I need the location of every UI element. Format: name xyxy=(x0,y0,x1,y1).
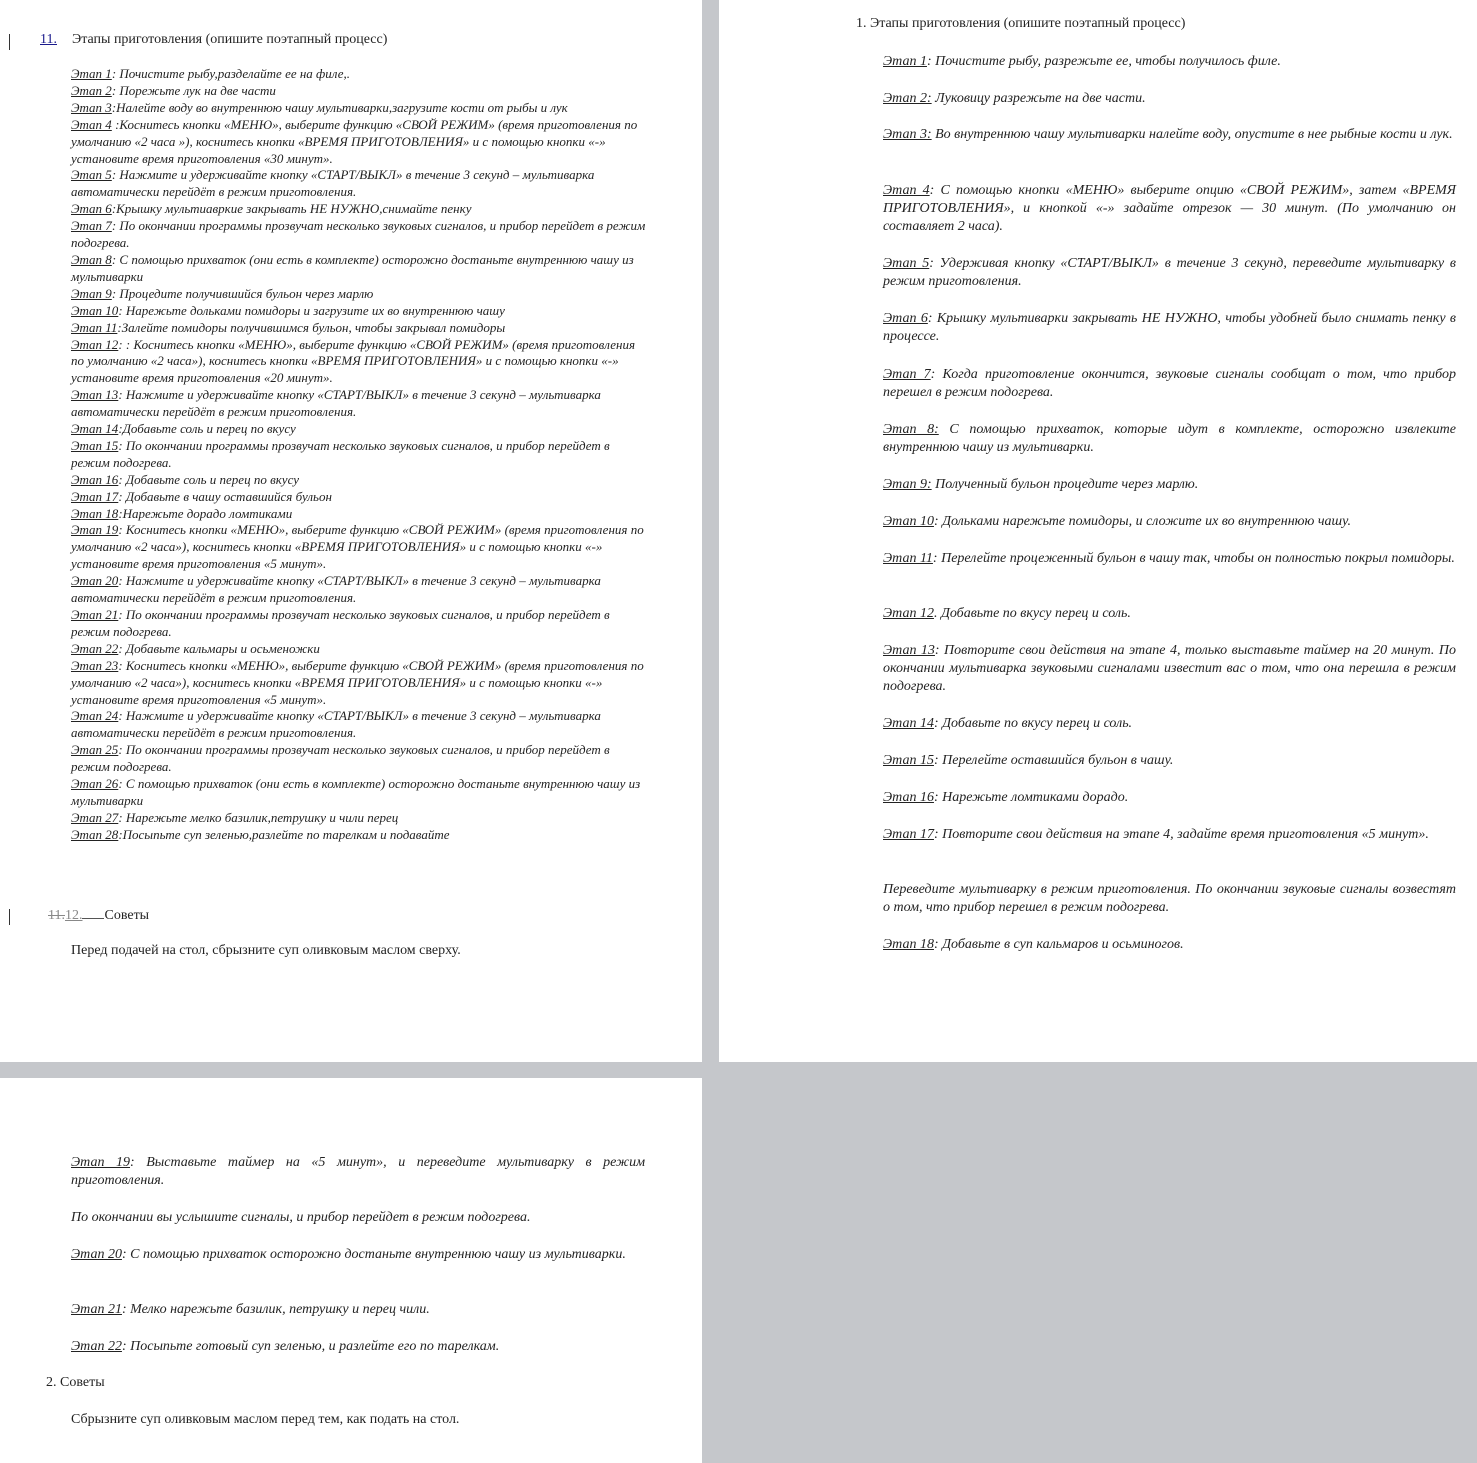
step-text: : Посыпьте готовый суп зеленью, и разлейте его по тарелкам. xyxy=(121,1339,500,1354)
tips-heading[interactable]: 2. Советы xyxy=(46,1375,105,1390)
step-item[interactable] xyxy=(71,1154,645,1190)
step-text: : Коснитесь кнопки «МЕНЮ», выберите функцию «СВОЙ РЕЖИМ» (время приготовления по умолчанию «2 часа»), коснитесь кнопки «ВРЕМЯ ПРИГОТОВЛЕНИЯ» и с помощью кнопки «-» установите время приготовления «5 минут». xyxy=(71,522,644,572)
step-label: Этап 17 xyxy=(883,827,934,842)
step-item[interactable] xyxy=(71,1246,645,1264)
heading-text: Этапы приготовления (опишите поэтапный процесс) xyxy=(71,32,388,47)
step-label: Этап 5 xyxy=(71,167,112,183)
step-text: . Добавьте по вкусу перец и соль. xyxy=(933,606,1131,621)
step-item[interactable] xyxy=(883,182,1456,236)
step-label: Этап 11 xyxy=(883,551,933,566)
step-label: Этап 28 xyxy=(71,826,119,842)
step-label: Этап 20 xyxy=(71,573,119,589)
step-label: Этап 22 xyxy=(71,640,119,656)
step-label: Этап 1 xyxy=(71,66,112,81)
step-text: :Добавьте соль и перец по вкусу xyxy=(118,421,296,437)
step-text: : По окончании программы прозвучат несколько звуковых сигналов, и прибор перейдет в режим подогрева. xyxy=(71,437,610,470)
step-text: : Добавьте в суп кальмаров и осьминогов. xyxy=(933,937,1184,952)
step-text: : Нажмите и удерживайте кнопку «СТАРТ/ВЫКЛ» в течение 3 секунд – мультиварка автоматически перейдёт в режим приготовления. xyxy=(71,167,595,200)
step-item[interactable] xyxy=(883,476,1456,494)
step-label: Этап 10 xyxy=(71,302,119,318)
step-text: Переведите мультиварку в режим приготовления. По окончании звуковые сигналы возвестят о том, что прибор перешел в режим подогрева. xyxy=(883,882,1456,915)
tips-text[interactable]: Перед подачей на стол, сбрызните суп оливковым маслом сверху. xyxy=(71,943,461,958)
step-text: : Нарежьте мелко базилик,петрушку и чили перец xyxy=(118,809,399,825)
tips-heading[interactable] xyxy=(48,908,149,924)
step-label: Этап 16 xyxy=(883,790,934,805)
step-item[interactable] xyxy=(71,1209,645,1227)
revision-bar xyxy=(9,909,10,925)
step-label: Этап 13 xyxy=(883,643,935,658)
step-label: Этап 21 xyxy=(71,607,119,622)
step-label: Этап 5 xyxy=(883,256,930,271)
step-item[interactable] xyxy=(883,255,1456,291)
step-item[interactable] xyxy=(71,303,646,320)
step-item[interactable] xyxy=(71,252,646,286)
step-text: : Выставьте таймер на «5 минут», и переведите мультиварку в режим приготовления. xyxy=(71,1155,646,1188)
step-item[interactable] xyxy=(883,421,1456,457)
step-label: Этап 7 xyxy=(71,218,112,234)
step-text: : С помощью прихваток (они есть в комплекте) осторожно достаньте внутреннюю чашу из мультиварки xyxy=(71,776,641,808)
step-label: Этап 15 xyxy=(71,437,119,453)
document-page-2 xyxy=(719,0,1477,1062)
step-text: : По окончании программы прозвучат несколько звуковых сигналов, и прибор перейдет в режим подогрева. xyxy=(71,742,610,775)
tips-new-number: 12. xyxy=(64,908,83,923)
step-item[interactable] xyxy=(71,117,646,168)
step-label: Этап 2: xyxy=(883,91,932,106)
step-item[interactable] xyxy=(71,66,646,83)
step-label: Этап 23 xyxy=(71,657,119,673)
step-item[interactable] xyxy=(883,513,1456,531)
step-text: : Мелко нарежьте базилик, петрушку и перец чили. xyxy=(121,1302,430,1317)
step-text: : Дольками нарежьте помидоры, и сложите их во внутреннюю чашу. xyxy=(933,514,1351,529)
step-text: :Посыпьте суп зеленью,разлейте по тарелкам и подавайте xyxy=(118,826,450,842)
step-item[interactable] xyxy=(71,83,646,100)
step-label: Этап 27 xyxy=(71,809,119,825)
step-label: Этап 16 xyxy=(71,471,119,487)
step-label: Этап 14 xyxy=(883,716,934,731)
step-text: : Добавьте соль и перец по вкусу xyxy=(118,471,300,487)
step-item[interactable] xyxy=(71,658,646,709)
step-text: :Коснитесь кнопки «МЕНЮ», выберите функцию «СВОЙ РЕЖИМ» (время приготовления по умолчанию «2 часа »), коснитесь кнопки «ВРЕМЯ ПРИГОТОВЛЕНИЯ» и с помощью кнопки «-» установите время приготовления «30 минут». xyxy=(71,116,638,166)
step-label: Этап 24 xyxy=(71,708,119,724)
step-item[interactable] xyxy=(883,605,1456,623)
step-label: Этап 18 xyxy=(71,505,119,521)
step-text: : Добавьте в чашу оставшийся бульон xyxy=(118,488,332,504)
step-text: : Процедите получившийся бульон через марлю xyxy=(111,285,374,301)
step-item[interactable] xyxy=(883,126,1456,144)
step-label: Этап 17 xyxy=(71,488,119,504)
step-item[interactable] xyxy=(71,1338,645,1356)
step-item[interactable] xyxy=(71,218,646,252)
step-label: Этап 21 xyxy=(71,1302,122,1317)
step-text: : По окончании программы прозвучат несколько звуковых сигналов, и прибор перейдет в режим подогрева. xyxy=(71,607,610,639)
steps-list xyxy=(71,66,646,844)
step-item[interactable] xyxy=(883,90,1456,108)
step-label: Этап 14 xyxy=(71,421,119,437)
step-text: : Удерживая кнопку «СТАРТ/ВЫКЛ» в течение 3 секунд, переведите мультиварку в режим приготовления. xyxy=(883,256,1456,289)
step-item[interactable] xyxy=(883,826,1456,844)
step-text: : Повторите свои действия на этапе 4, только выставьте таймер на 20 минут. По окончании мультиварка звуковыми сигналами известит вас о том, что она перешла в режим подогрева. xyxy=(883,643,1456,694)
document-page-1 xyxy=(0,0,702,1062)
step-label: Этап 8: xyxy=(883,422,939,437)
step-label: Этап 3: xyxy=(883,127,932,142)
step-item[interactable] xyxy=(883,642,1456,696)
step-label: Этап 4 xyxy=(883,183,930,198)
step-item[interactable] xyxy=(71,810,646,827)
tips-text[interactable]: Сбрызните суп оливковым маслом перед тем, как подать на стол. xyxy=(71,1412,460,1427)
step-text: : Нарежьте дольками помидоры и загрузите их во внутреннюю чашу xyxy=(118,302,505,318)
step-text: : Добавьте по вкусу перец и соль. xyxy=(933,716,1133,731)
tips-old-number: 11. xyxy=(48,908,65,923)
step-item[interactable] xyxy=(883,53,1456,71)
step-text: : Нарежьте ломтиками дорадо. xyxy=(933,790,1129,805)
step-label: Этап 19 xyxy=(71,1155,131,1170)
step-text: : Порежьте лук на две части xyxy=(111,82,276,98)
step-item[interactable] xyxy=(71,438,646,472)
step-item[interactable] xyxy=(883,881,1456,917)
tab-marker xyxy=(82,908,104,919)
step-text: Луковицу разрежьте на две части. xyxy=(931,91,1146,106)
step-label: Этап 1 xyxy=(883,54,927,69)
step-text: С помощью прихваток, которые идут в комплекте, осторожно извлеките внутреннюю чашу из мультиварки. xyxy=(883,422,1456,455)
step-item[interactable] xyxy=(883,715,1456,733)
step-item[interactable] xyxy=(71,1301,645,1319)
section-heading[interactable] xyxy=(40,32,387,48)
step-item[interactable] xyxy=(71,522,646,573)
step-label: Этап 22 xyxy=(71,1339,122,1354)
step-text: Во внутреннюю чашу мультиварки налейте воду, опустите в нее рыбные кости и лук. xyxy=(931,127,1453,142)
step-item[interactable] xyxy=(71,506,646,523)
step-text: : Перелейте процеженный бульон в чашу так, чтобы он полностью покрыл помидоры. xyxy=(932,551,1455,566)
step-item[interactable] xyxy=(71,387,646,421)
step-label: Этап 2 xyxy=(71,82,112,98)
step-label: Этап 7 xyxy=(883,367,931,382)
tips-heading-text: Советы xyxy=(104,908,150,923)
step-label: Этап 6 xyxy=(883,311,928,326)
step-label: Этап 4 xyxy=(71,116,112,132)
step-label: Этап 19 xyxy=(71,522,119,538)
step-label: Этап 9 xyxy=(71,285,112,301)
step-item[interactable] xyxy=(71,607,646,641)
step-item[interactable] xyxy=(883,366,1456,402)
step-text: : Нажмите и удерживайте кнопку «СТАРТ/ВЫКЛ» в течение 3 секунд – мультиварка автоматически перейдёт в режим приготовления. xyxy=(71,708,601,741)
step-label: Этап 13 xyxy=(71,387,119,403)
step-label: Этап 12 xyxy=(71,336,119,352)
step-text: Полученный бульон процедите через марлю. xyxy=(931,477,1199,492)
step-text: :Крышку мультиавркиe закрывать НЕ НУЖНО,снимайте пенку xyxy=(111,201,472,217)
step-label: Этап 10 xyxy=(883,514,934,529)
step-text: : По окончании программы прозвучат несколько звуковых сигналов, и прибор перейдет в режим подогрева. xyxy=(71,218,646,251)
step-item[interactable] xyxy=(71,708,646,742)
step-item[interactable] xyxy=(71,167,646,201)
step-text: :Залейте помидоры получившимся бульон, чтобы закрывал помидоры xyxy=(117,319,506,335)
step-label: Этап 9: xyxy=(883,477,932,492)
step-text: : Крышку мультиварки закрывать НЕ НУЖНО, чтобы удобней было снимать пенку в процессе. xyxy=(883,311,1457,344)
step-text: :Налейте воду во внутреннюю чашу мультиварки,загрузите кости от рыбы и лук xyxy=(111,99,568,115)
step-label: Этап 20 xyxy=(71,1247,122,1262)
step-label: Этап 12 xyxy=(883,606,934,621)
step-item[interactable] xyxy=(71,286,646,303)
step-text: : Коснитесь кнопки «МЕНЮ», выберите функцию «СВОЙ РЕЖИМ» (время приготовления по умолчанию «2 часа»), коснитесь кнопки «ВРЕМЯ ПРИГОТОВЛЕНИЯ» и с помощью кнопки «-» установите время приготовления «5 минут». xyxy=(71,657,644,707)
step-item[interactable] xyxy=(71,320,646,337)
step-label: Этап 3 xyxy=(71,99,112,115)
step-item[interactable] xyxy=(71,421,646,438)
step-item[interactable] xyxy=(883,789,1456,807)
step-text: : : Коснитесь кнопки «МЕНЮ», выберите функцию «СВОЙ РЕЖИМ» (время приготовления по умолчанию «2 часа»), коснитесь кнопки «ВРЕМЯ ПРИГОТОВЛЕНИЯ» и с помощью кнопки «-» установите время приготовления «20 минут». xyxy=(71,336,636,386)
step-item[interactable] xyxy=(883,310,1456,346)
step-item[interactable] xyxy=(71,641,646,658)
step-label: Этап 25 xyxy=(71,742,119,758)
heading-number: 11. xyxy=(40,32,57,47)
step-item[interactable] xyxy=(71,742,646,776)
step-item[interactable] xyxy=(71,337,646,388)
step-text: По окончании вы услышите сигналы, и прибор перейдет в режим подогрева. xyxy=(71,1210,531,1225)
step-text: : С помощью прихваток (они есть в комплекте) осторожно достаньте внутреннюю чашу из мультиварки xyxy=(71,251,634,284)
step-item[interactable] xyxy=(883,550,1456,568)
step-item[interactable] xyxy=(71,100,646,117)
step-text: : Перелейте оставшийся бульон в чашу. xyxy=(933,753,1174,768)
document-page-3 xyxy=(0,1078,702,1463)
step-text: : Добавьте кальмары и осьменожки xyxy=(118,640,320,656)
step-text: : Когда приготовление окончится, звуковые сигналы сообщат о том, что прибор перешел в режим подогрева. xyxy=(883,367,1457,400)
step-item[interactable] xyxy=(71,489,646,506)
step-item[interactable] xyxy=(71,201,646,218)
step-label: Этап 26 xyxy=(71,776,119,792)
step-item[interactable] xyxy=(71,827,646,844)
step-item[interactable] xyxy=(71,472,646,489)
step-item[interactable] xyxy=(883,936,1456,954)
step-text: : Почистите рыбу, разрежьте ее, чтобы получилось филе. xyxy=(926,54,1281,69)
section-heading[interactable]: 1. Этапы приготовления (опишите поэтапный процесс) xyxy=(856,16,1186,31)
step-text: : С помощью кнопки «МЕНЮ» выберите опцию «СВОЙ РЕЖИМ», затем «ВРЕМЯ ПРИГОТОВЛЕНИЯ», и кнопкой «-» задайте отрезок — 30 минут. (По умолчанию он составляет 2 часа). xyxy=(883,183,1457,234)
step-item[interactable] xyxy=(71,776,646,810)
step-text: : Почистите рыбу,разделайте ее на филе,. xyxy=(111,66,351,81)
step-label: Этап 6 xyxy=(71,201,112,217)
step-label: Этап 8 xyxy=(71,251,112,267)
step-text: : Нажмите и удерживайте кнопку «СТАРТ/ВЫКЛ» в течение 3 секунд – мультиварка автоматически перейдёт в режим приготовления. xyxy=(71,573,601,606)
step-label: Этап 11 xyxy=(71,319,118,335)
step-item[interactable] xyxy=(71,573,646,607)
step-text: : Нажмите и удерживайте кнопку «СТАРТ/ВЫКЛ» в течение 3 секунд – мультиварка автоматически перейдёт в режим приготовления. xyxy=(71,387,601,420)
step-text: : С помощью прихваток осторожно достаньте внутреннюю чашу из мультиварки. xyxy=(121,1247,626,1262)
step-text: :Нарежьте дорадо ломтиками xyxy=(118,505,293,521)
revision-bar xyxy=(9,34,10,50)
step-text: : Повторите свои действия на этапе 4, задайте время приготовления «5 минут». xyxy=(933,827,1429,842)
step-item[interactable] xyxy=(883,752,1456,770)
step-label: Этап 18 xyxy=(883,937,934,952)
step-label: Этап 15 xyxy=(883,753,934,768)
